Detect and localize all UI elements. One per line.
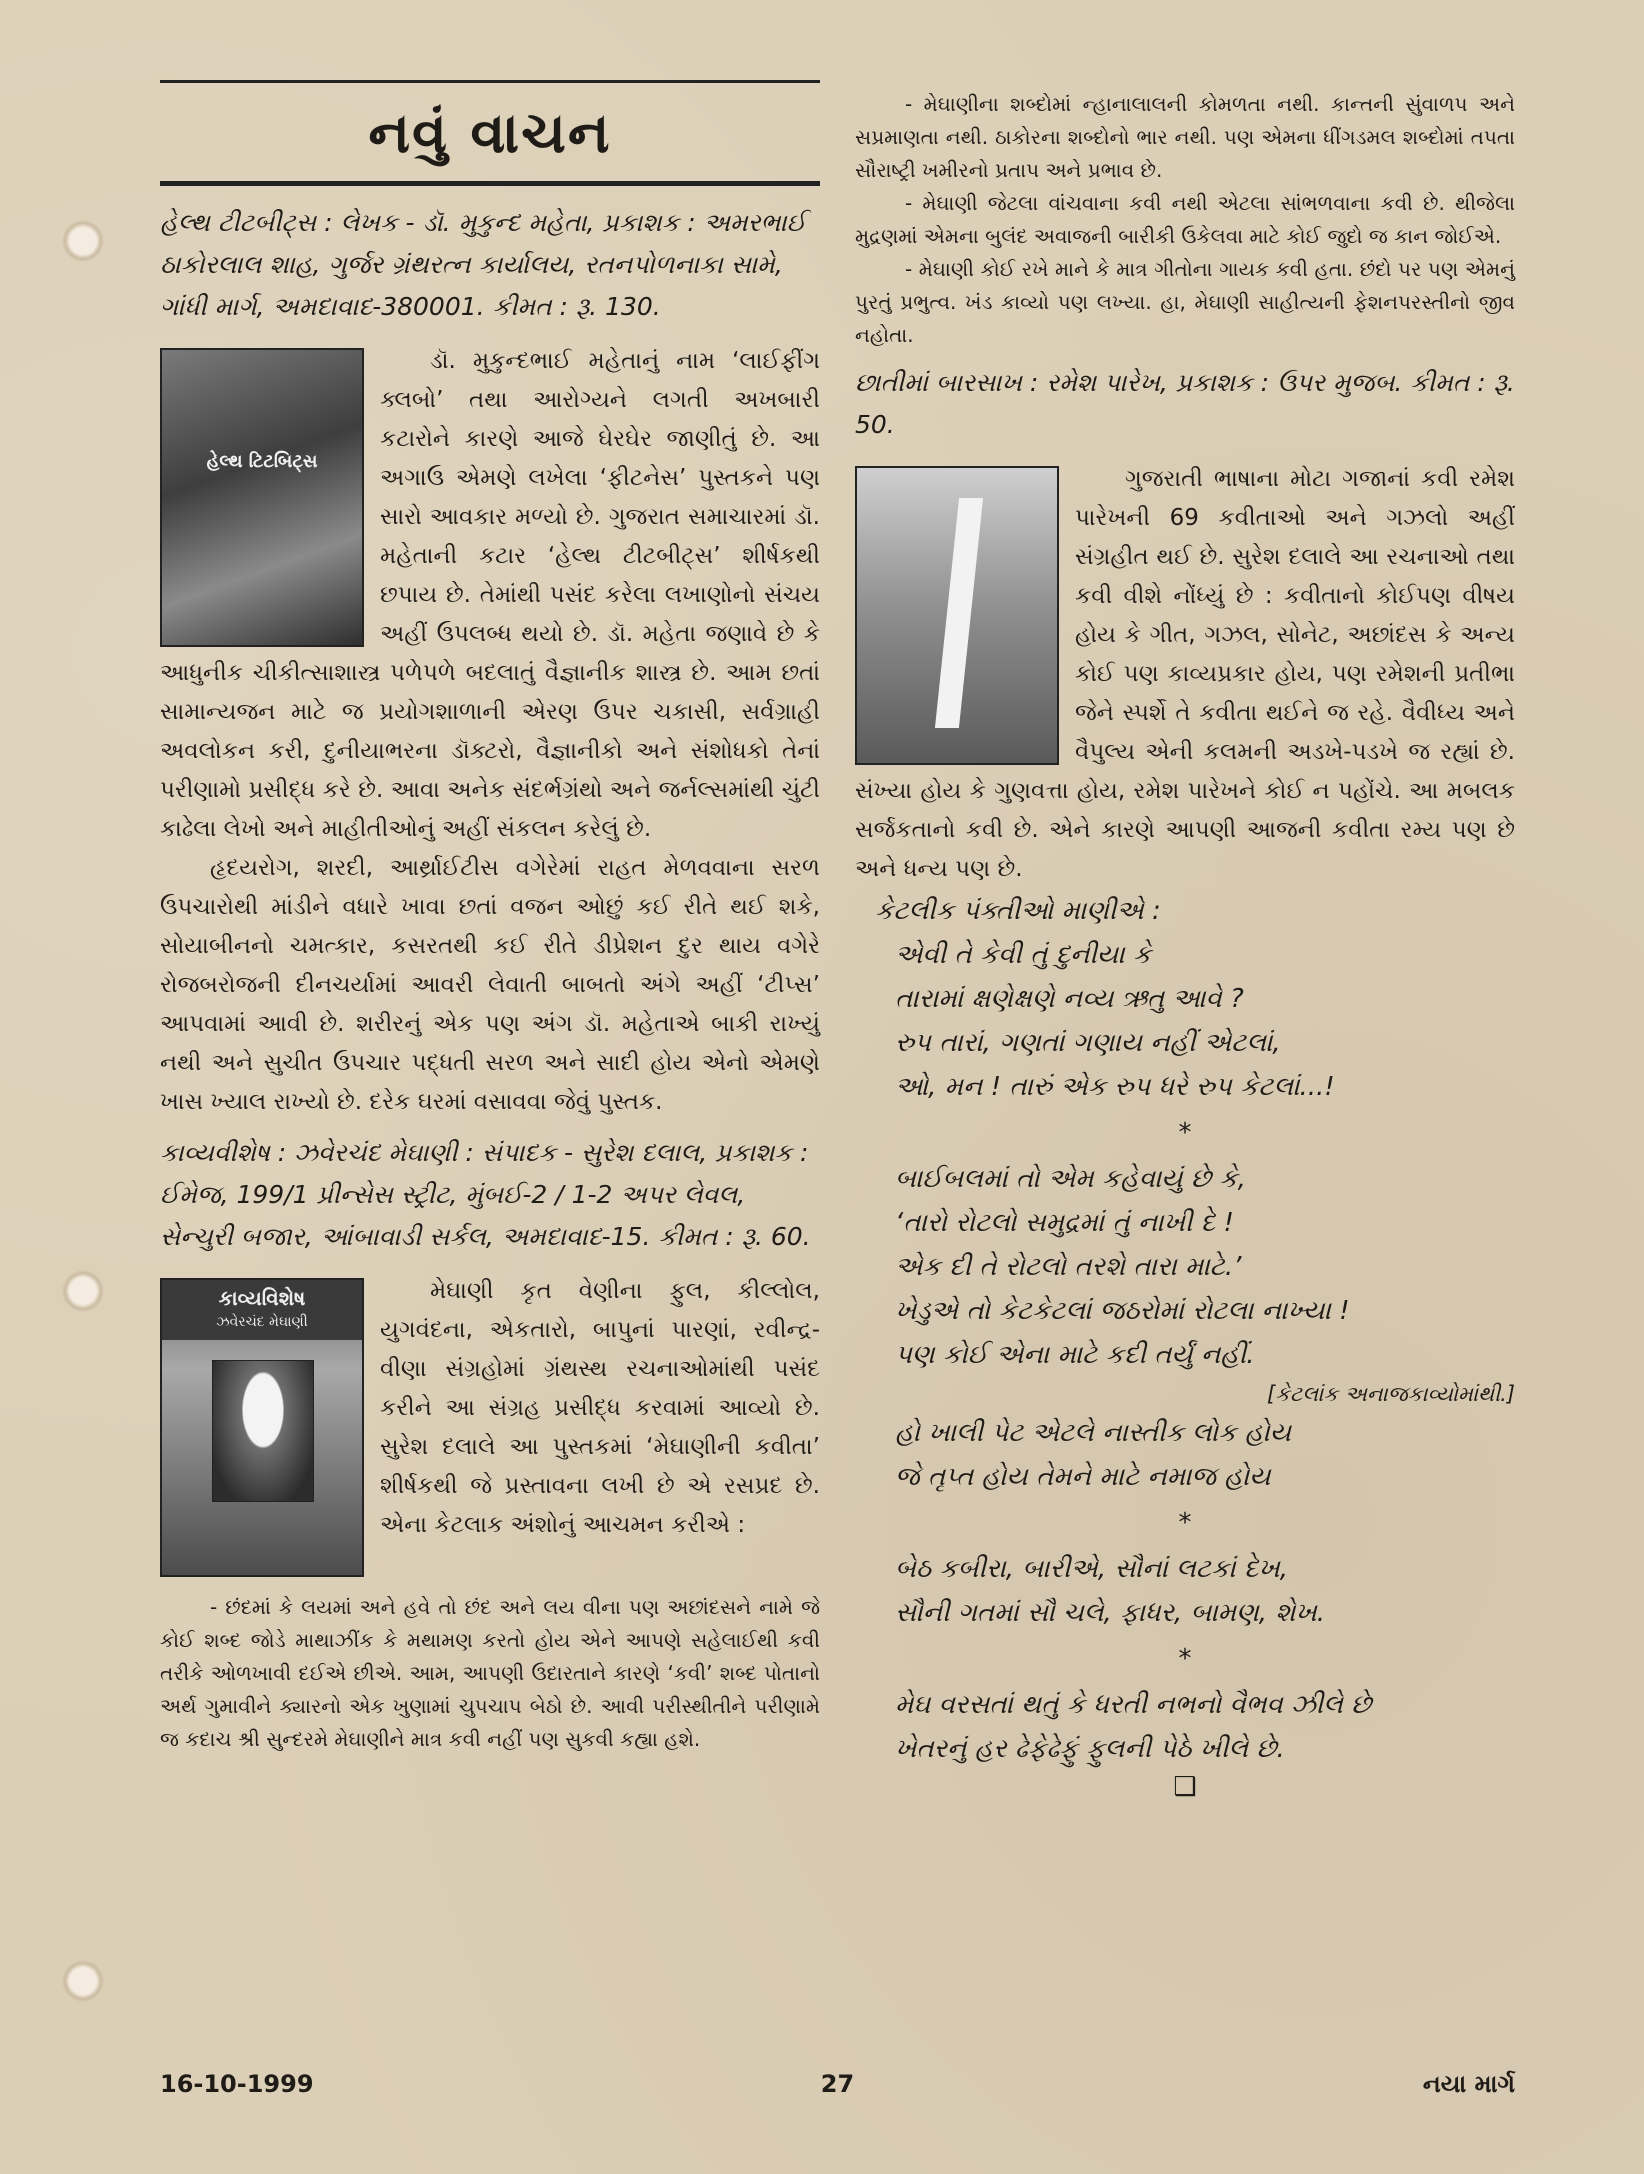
book1-meta: હેલ્થ ટીટબીટ્સ : લેખક - ડૉ. મુકુન્દ મહેતા, પ્રકાશક : અમરભાઈ ઠાકોરલાલ શાહ, ગુર્જર ગ્રંથરત્ન કાર્યાલય, રતનપોળનાકા સામે, ગાંધી માર્ગ, અમદાવાદ-380001. કીમત : રૂ. 130. (160, 208, 806, 321)
verse-line: મેઘ વરસતાં થતું કે ધરતી નભનો વૈભવ ઝીલે છે (895, 1690, 1372, 1720)
page-footer (160, 2070, 1515, 2110)
book2-meta: કાવ્યવીશેષ : ઝવેરચંદ મેઘાણી : સંપાદક - સુરેશ દલાલ, પ્રકાશક : ઈમેજ, 199/1 પ્રીન્સેસ સ્ટ્રીટ, મુંબઈ-2 / 1-2 અપર લેવલ, સેન્ચુરી બજાર, આંબાવાડી સર્કલ, અમદાવાદ-15. કીમત : રૂ. 60. (160, 1138, 811, 1251)
book2-cover-image (160, 1278, 364, 1577)
verse-line: બેઠ કબીરા, બારીએ, સૌનાં લટકાં દેખ, (895, 1554, 1289, 1584)
verse-block-5 (855, 1683, 1515, 1771)
section-title: નવું વાચન (368, 101, 612, 166)
verse-line: ખેડુએ તો કેટકેટલાં જઠરોમાં રોટલા નાખ્યા ! (895, 1296, 1350, 1326)
book1-cover-label: હેલ્થ ટિટબિટ્સ (206, 451, 318, 472)
book2-quote: - છંદમાં કે લયમાં અને હવે તો છંદ અને લય વીના પણ અછાંદસને નામે જે કોઈ શબ્દ જોડે માથાઝીંક કે મથામણ કરતો હોય એને આપણે સહેલાઈથી કવી તરીકે ઓળખાવી દઈએ છીએ. આમ, આપણી ઉદારતાને કારણે ‘કવી’ શબ્દ પોતાનો અર્થ ગુમાવીને ક્યારનો એક ખુણામાં ચુપચાપ બેઠો છે. આવી પરીસ્થીતીને પરીણામે જ કદાચ શ્રી સુન્દરમે મેઘાણીને માત્ર કવી નહીં પણ સુકવી કહ્યા હશે. (160, 1595, 820, 1751)
verse-line: એક દી તે રોટલો તરશે તારા માટે.’ (895, 1252, 1242, 1282)
book2-cover-author: ઝવેરચંદ મેઘાણી (216, 1314, 308, 1330)
book3-lead: કેટલીક પંક્તીઓ માણીએ : (875, 896, 1161, 926)
verse-line: હો ખાલી પેટ એટલે નાસ્તીક લોક હોય (895, 1418, 1292, 1448)
left-column (160, 80, 820, 1756)
header-rule-thick (160, 181, 820, 186)
book1-paragraph: હૃદયરોગ, શરદી, આર્થ્રાઈટીસ વગેરેમાં રાહત મેળવવાના સરળ ઉપચારોથી માંડીને વધારે ખાવા છતાં વજન ઓછું કઈ રીતે થઈ શકે, સોયાબીનનો ચમત્કાર, કસરતથી કઈ રીતે ડીપ્રેશન દુર થાય વગેરે રોજબરોજની દીનચર્યામાં આવરી લેવાતી બાબતો અંગે અહીં ‘ટીપ્સ’ આપવામાં આવી છે. શરીરનું એક પણ અંગ ડૉ. મહેતાએ બાકી રાખ્યું નથી અને સુચીત ઉપચાર પદ્ધતી સરળ અને સાદી હોય એનો એમણે ખાસ ખ્યાલ રાખ્યો છે. દરેક ઘરમાં વસાવવા જેવું પુસ્તક. (160, 855, 820, 1115)
verse-line: પણ કોઈ એના માટે કદી તર્યું નહીં. (895, 1340, 1255, 1370)
header-rule (160, 80, 820, 83)
binding-hole (62, 220, 104, 262)
verse-attribution: [કેટલાંક અનાજકાવ્યોમાંથી.] (1266, 1382, 1515, 1406)
verse-line: રુપ તારાં, ગણતાં ગણાય નહીં એટલાં, (895, 1028, 1281, 1058)
verse-line: સૌની ગતમાં સૌ ચલે, ફાધર, બામણ, શેખ. (895, 1598, 1326, 1628)
verse-block-1 (855, 933, 1515, 1109)
book3-cover-image (855, 466, 1059, 765)
book3-cover-tree (935, 498, 983, 728)
verse-line: તારામાં ક્ષણેક્ષણે નવ્ય ઋતુ આવે ? (895, 984, 1244, 1014)
verse-line: ઓ, મન ! તારું એક રુપ ધરે રુપ કેટલાં...! (895, 1072, 1335, 1102)
book1-paragraph: ડૉ. મુકુન્દભાઈ મહેતાનું નામ ‘લાઈફીંગ ક્લબો’ તથા આરોગ્યને લગતી અખબારી કટારોને કારણે આજે ઘેરઘેર જાણીતું છે. આ અગાઉ એમણે લખેલા ‘ફીટનેસ’ પુસ્તકને પણ સારો આવકાર મળ્યો છે. ગુજરાત સમાચારમાં ડૉ. મહેતાની કટાર ‘હેલ્થ ટીટબીટ્સ’ શીર્ષકથી છપાય છે. તેમાંથી પસંદ કરેલા લખાણોનો સંચય અહીં ઉપલબ્ધ થયો છે. ડૉ. મહેતા જણાવે છે કે આધુનીક ચીકીત્સાશાસ્ત્ર પળેપળે બદલાતું વૈજ્ઞાનીક શાસ્ત્ર છે. આમ છતાં સામાન્યજન માટે જ પ્રયોગશાળાની એરણ ઉપર ચકાસી, સર્વગ્રાહી અવલોકન કરી, દુનીયાભરના ડૉક્ટરો, વૈજ્ઞાનીકો અને સંશોધકો તેનાં પરીણામો પ્રસીદ્ધ કરે છે. આવા અનેક સંદર્ભગ્રંથો અને જર્નલ્સમાંથી ચુંટી કાઢેલા લેખો અને માહીતીઓનું અહીં સંકલન કરેલું છે. (160, 348, 820, 842)
verse-line: બાઈબલમાં તો એમ કહેવાયું છે કે, (895, 1164, 1246, 1194)
verse-separator: * (1178, 1508, 1192, 1538)
book2-paragraph: મેઘાણી કૃત વેણીના ફુલ, કીલ્લોલ, યુગવંદના, એકતારો, બાપુનાં પારણાં, રવીન્દ્ર-વીણા સંગ્રહોમાં ગ્રંથસ્થ રચનાઓમાંથી પસંદ કરીને આ સંગ્રહ પ્રસીદ્ધ કરવામાં આવ્યો છે. સુરેશ દલાલે આ પુસ્તકમાં ‘મેઘાણીની કવીતા’ શીર્ષકથી જે પ્રસ્તાવના લખી છે એ રસપ્રદ છે. એના કેટલાક અંશોનું આચમન કરીએ : (380, 1278, 820, 1538)
book3-review (855, 460, 1515, 889)
book2-cover-portrait (212, 1360, 314, 1502)
verse-line: ખેતરનું હર ઢેફેઢેફું ફુલની પેઠે ખીલે છે. (895, 1734, 1285, 1764)
book2-quote: - મેઘાણી કોઈ રખે માને કે માત્ર ગીતોના ગાયક કવી હતા. છંદો પર પણ એમનું પુરતું પ્રભુત્વ. ખંડ કાવ્યો પણ લખ્યા. હા, મેઘાણી સાહીત્યની ફેશનપરસ્તીનો જીવ નહોતા. (855, 257, 1515, 347)
book2-quote: - મેઘાણી જેટલા વાંચવાના કવી નથી એટલા સાંભળવાના કવી છે. થીજેલા મુદ્રણમાં એમના બુલંદ અવાજની બારીકી ઉકેલવા માટે કોઈ જુદો જ કાન જોઈએ. (855, 191, 1515, 248)
verse-line: ‘તારો રોટલો સમુદ્રમાં તું નાખી દે ! (895, 1208, 1234, 1238)
verse-block-3 (855, 1411, 1515, 1499)
book2-review (160, 1272, 820, 1583)
binding-hole (62, 1270, 104, 1312)
verse-line: એવી તે કેવી તું દુનીયા કે (895, 940, 1152, 970)
verse-line: જે તૃપ્ત હોય તેમને માટે નમાજ હોય (895, 1462, 1271, 1492)
book1-cover-image (160, 348, 364, 647)
right-column (855, 88, 1515, 1803)
book3-paragraph: ગુજરાતી ભાષાના મોટા ગજાનાં કવી રમેશ પારેખની 69 કવીતાઓ અને ગઝલો અહીં સંગ્રહીત થઈ છે. સુરેશ દલાલે આ રચનાઓ તથા કવી વીશે નોંધ્યું છે : કવીતાનો કોઈપણ વીષય હોય કે ગીત, ગઝલ, સોનેટ, અછાંદસ કે અન્ય કોઈ પણ કાવ્યપ્રકાર હોય, પણ રમેશની પ્રતીભા જેને સ્પર્શે તે કવીતા થઈને જ રહે. વૈવીધ્ય અને વૈપુલ્ય એની કલમની અડખે-પડખે જ રહ્યાં છે. સંખ્યા હોય કે ગુણવત્તા હોય, રમેશ પારેખને કોઈ ન પહોંચે. આ મબલક સર્જકતાનો કવી છે. એને કારણે આપણી આજની કવીતા રમ્ય પણ છે અને ધન્ય પણ છે. (855, 466, 1515, 882)
verse-block-2 (855, 1157, 1515, 1411)
verse-block-4 (855, 1547, 1515, 1635)
verse-separator: * (1178, 1118, 1192, 1148)
page-number: 27 (820, 2070, 855, 2098)
book3-meta: છાતીમાં બારસાખ : રમેશ પારેખ, પ્રકાશક : ઉપર મુજબ. કીમત : રૂ. 50. (855, 368, 1515, 439)
journal-name: નયા માર્ગ (1422, 2070, 1515, 2098)
book1-review (160, 342, 820, 849)
issue-date: 16-10-1999 (160, 2070, 314, 2098)
verse-separator: * (1178, 1644, 1192, 1674)
binding-hole (62, 1960, 104, 2002)
book2-quote: - મેઘાણીના શબ્દોમાં ન્હાનાલાલની કોમળતા નથી. કાન્તની સુંવાળપ અને સપ્રમાણતા નથી. ઠાકોરના શબ્દોનો ભાર નથી. પણ એમના ધીંગડમલ શબ્દોમાં તપતા સૌરાષ્ટ્રી ખમીરનો પ્રતાપ અને પ્રભાવ છે. (855, 92, 1515, 182)
end-mark-icon: ❑ (1173, 1772, 1197, 1802)
book2-cover-title: કાવ્યવિશેષ (218, 1286, 306, 1310)
